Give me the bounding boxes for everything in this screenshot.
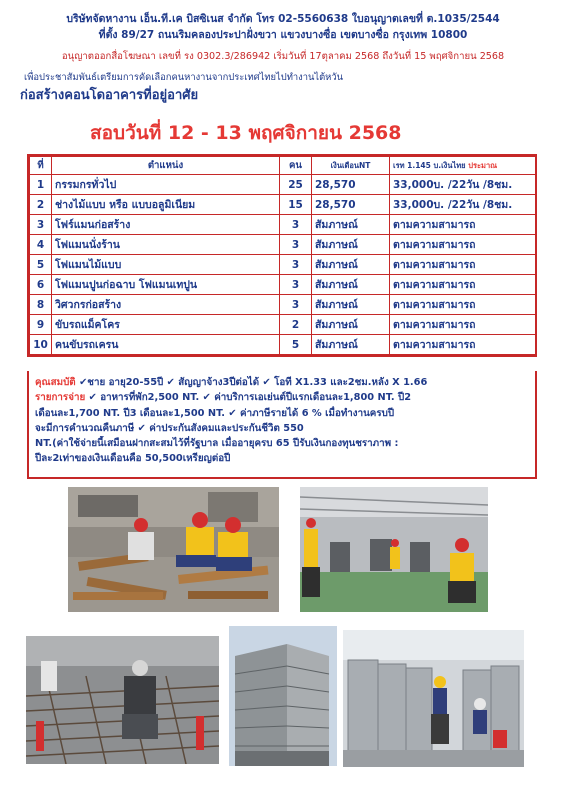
row-salary: 28,570 xyxy=(312,175,390,195)
qualification-label: คุณสมบัติ xyxy=(35,377,76,388)
row-position: วิศวกรก่อสร้าง xyxy=(52,295,280,315)
job-table xyxy=(29,156,536,355)
expenses-label: รายการจ่าย xyxy=(35,392,86,404)
formwork-building-photo xyxy=(229,626,337,766)
row-position: โฟแมนปูนก่อฉาบ โฟแมนเทปูน xyxy=(52,275,280,295)
table-row xyxy=(30,275,536,295)
header-approx: ประมาณ xyxy=(468,160,498,170)
row-thai: 33,000บ. /22วัน /8ชม. xyxy=(390,195,536,215)
header-rate-text: เรท 1.145 บ.เงินไทย xyxy=(393,160,466,170)
address-line: ที่ตั้ง 89/27 ถนนริมคลองประปาฝั่งขวา แขวงบางซื่อ เขตบางซื่อ กรุงเทพ 10800 xyxy=(98,29,468,41)
row-thai: ตามความสามารถ xyxy=(390,235,536,255)
table-row xyxy=(30,195,536,215)
row-no: 6 xyxy=(30,275,52,295)
row-thai: ตามความสามารถ xyxy=(390,215,536,235)
row-count: 5 xyxy=(280,335,312,355)
wood-workers-photo xyxy=(68,487,279,612)
row-thai: ตามความสามารถ xyxy=(390,315,536,335)
permit-line: อนุญาตออกสื่อโฆษณา เลขที่ รง 0302.3/286942 เริ่มวันที่ 17ตุลาคม 2568 ถึงวันที่ 15 พฤศจิกายน 2568 xyxy=(61,51,505,62)
row-thai: ตามความสามารถ xyxy=(390,255,536,275)
row-no: 5 xyxy=(30,255,52,275)
row-position: ขับรถแม็คโคร xyxy=(52,315,280,335)
row-salary: สัมภาษณ์ xyxy=(312,215,390,235)
row-count: 3 xyxy=(280,275,312,295)
header-position: ตำแหน่ง xyxy=(52,157,280,175)
row-position: โฟแมนไม้แบบ xyxy=(52,255,280,275)
header-rate xyxy=(390,157,536,175)
table-row xyxy=(30,335,536,355)
row-count: 3 xyxy=(280,295,312,315)
notes-line-5: NT.(ค่าใช้จ่ายนี้เสมือนฝากสะสมไว้ที่รัฐบาล เมื่ออายุครบ 65 ปีรับเงินกองทุนชราภาพ : xyxy=(35,438,399,450)
table-header-row xyxy=(30,157,536,175)
qualification-line xyxy=(35,375,529,390)
row-position: โฟร์แมนก่อสร้าง xyxy=(52,215,280,235)
aluminum-formwork-photo xyxy=(343,630,524,767)
row-salary: 28,570 xyxy=(312,195,390,215)
row-count: 3 xyxy=(280,215,312,235)
row-thai: ตามความสามารถ xyxy=(390,295,536,315)
row-no: 4 xyxy=(30,235,52,255)
expenses-text: ✔ อาหารที่พัก2,500 NT. ✔ ค่าบริการเอเย่นต์ปีแรกเดือนละ1,800 NT. ปี2 xyxy=(85,392,412,404)
row-position: โฟแมนนั่งร้าน xyxy=(52,235,280,255)
row-count: 2 xyxy=(280,315,312,335)
row-salary: สัมภาษณ์ xyxy=(312,235,390,255)
header-count: คน xyxy=(280,157,312,175)
training-hall-photo xyxy=(300,487,488,612)
table-row xyxy=(30,315,536,335)
purpose-line: เพื่อประชาสัมพันธ์เตรียมการคัดเลือกคนหางานจากประเทศไทยไปทำงานไต้หวัน xyxy=(24,72,344,83)
table-row xyxy=(30,255,536,275)
row-position: คนขับรถเครน xyxy=(52,335,280,355)
row-count: 15 xyxy=(280,195,312,215)
project-title: ก่อสร้างคอนโดอาคารที่อยู่อาศัย xyxy=(20,88,199,103)
row-no: 1 xyxy=(30,175,52,195)
row-no: 10 xyxy=(30,335,52,355)
table-row xyxy=(30,295,536,315)
row-salary: สัมภาษณ์ xyxy=(312,335,390,355)
benefits-notes xyxy=(27,371,537,479)
header-no: ที่ xyxy=(30,157,52,175)
expenses-line xyxy=(35,390,529,405)
rebar-concrete-photo xyxy=(26,636,219,764)
row-position: ช่างไม้แบบ หรือ แบบอลูมิเนียม xyxy=(52,195,280,215)
exam-date-title: สอบวันที่ 12 - 13 พฤศจิกายน 2568 xyxy=(90,122,402,144)
agency-line: บริษัทจัดหางาน เอ็น.ที.เค บิสซิเนส จำกัด โทร 02-5560638 ใบอนุญาตเลขที่ ต.1035/2544 xyxy=(66,13,500,25)
row-thai: ตามความสามารถ xyxy=(390,335,536,355)
row-no: 2 xyxy=(30,195,52,215)
notes-line-4: จะมีการคำนวณคืนภาษี ✔ ค่าประกันสังคมและประกันชีวิต 550 xyxy=(35,422,304,434)
qualification-text: ✔ชาย อายุ20-55ปี ✔ สัญญาจ้าง3ปีต่อได้ ✔ โอที X1.33 และ2ชม.หลัง X 1.66 xyxy=(75,377,428,388)
table-row xyxy=(30,215,536,235)
header-salary: เงินเดือนNT xyxy=(312,157,390,175)
row-thai: ตามความสามารถ xyxy=(390,275,536,295)
row-salary: สัมภาษณ์ xyxy=(312,295,390,315)
row-position: กรรมกรทั่วไป xyxy=(52,175,280,195)
table-row xyxy=(30,175,536,195)
row-salary: สัมภาษณ์ xyxy=(312,315,390,335)
row-salary: สัมภาษณ์ xyxy=(312,275,390,295)
notes-line-6: ปีละ2เท่าของเงินเดือนคือ 50,500เหรียญต่อปี xyxy=(35,453,231,465)
row-count: 3 xyxy=(280,255,312,275)
notes-line-3: เดือนละ1,700 NT. ปี3 เดือนละ1,500 NT. ✔ ค่าภาษีรายได้ 6 % เมื่อทำงานครบปี xyxy=(35,407,395,419)
row-no: 9 xyxy=(30,315,52,335)
row-thai: 33,000บ. /22วัน /8ชม. xyxy=(390,175,536,195)
job-table-box xyxy=(27,154,537,357)
table-row xyxy=(30,235,536,255)
row-count: 25 xyxy=(280,175,312,195)
row-no: 8 xyxy=(30,295,52,315)
row-count: 3 xyxy=(280,235,312,255)
row-no: 3 xyxy=(30,215,52,235)
row-salary: สัมภาษณ์ xyxy=(312,255,390,275)
